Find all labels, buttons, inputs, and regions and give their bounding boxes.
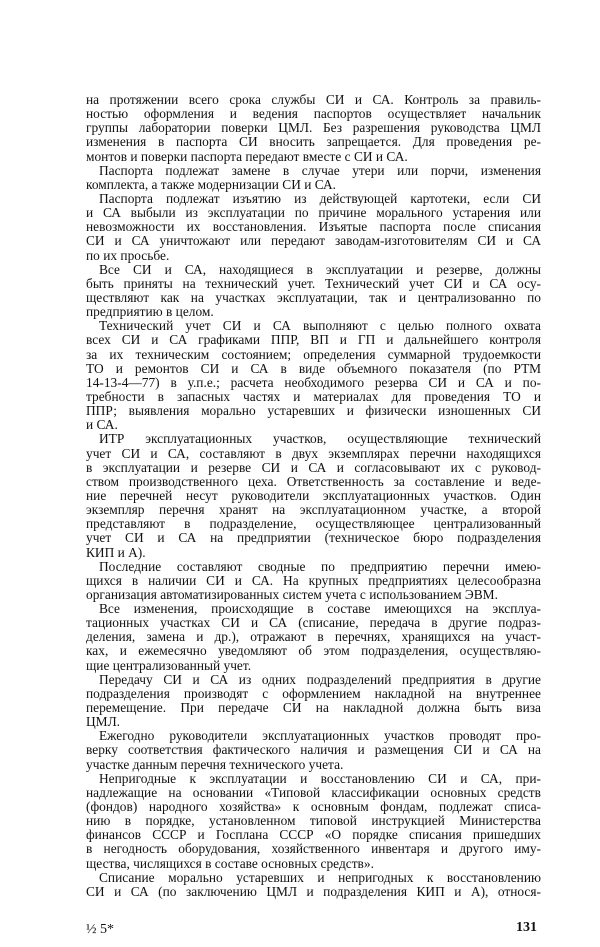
text-line: предприятию в целом. — [86, 304, 214, 320]
paragraph — [86, 93, 541, 164]
text-line: ТО и ремонтов СИ и СА в виде объемного показателя (по РТМ — [86, 360, 541, 376]
text-line: комплекта, а также модернизации СИ и СА. — [86, 176, 337, 192]
text-line: невозможности их восстановления. Изъятые паспорта после списания — [86, 219, 541, 235]
text-line: щие централизованный учет. — [86, 657, 252, 673]
text-line: тационных участках СИ и СА (списание, передача в другие подраз- — [86, 615, 541, 631]
text-line: и СА. — [86, 417, 118, 433]
text-line: Списание морально устаревших и непригодных к восстановлению — [99, 869, 541, 885]
text-line: учет СИ и СА, составляют в двух экземплярах перечни находящихся — [86, 445, 541, 461]
text-line: за их техническим состоянием; определения суммарной трудоемкости — [86, 346, 541, 362]
paragraph — [86, 319, 541, 432]
text-line: подразделения производят с оформлением накладной на внутреннее — [86, 685, 541, 701]
text-line: Ежегодно руководители эксплуатационных участков проводят про- — [99, 728, 541, 744]
text-line: перемещение. При передаче СИ на накладной должна быть виза — [86, 700, 541, 716]
text-line: (фондов) народного хозяйства» к основным фондам, подлежат списа- — [86, 799, 541, 815]
text-line: верку соответствия фактического наличия и размещения СИ и СА на — [86, 742, 541, 758]
text-line: Передачу СИ и СА из одних подразделений предприятия в другие — [99, 671, 541, 687]
text-line: Все изменения, происходящие в составе имеющихся на эксплуа- — [99, 601, 541, 617]
text-line: изменения в паспорта СИ вносить запрещается. Для проведения ре- — [86, 134, 541, 150]
text-line: Непригодные к эксплуатации и восстановлению СИ и СА, при- — [99, 770, 541, 786]
text-line: Паспорта подлежат изъятию из действующей картотеки, если СИ — [99, 190, 541, 206]
text-line: ИТР эксплуатационных участков, осуществляющие технический — [99, 431, 541, 447]
text-line: КИП и А). — [86, 544, 146, 560]
paragraph — [86, 772, 541, 871]
text-line: Технический учет СИ и СА выполняют с целью полного охвата — [99, 318, 541, 334]
text-line: ППР; выявления морально устаревших и физически изношенных СИ — [86, 403, 541, 419]
text-line: на протяжении всего срока службы СИ и СА. Контроль за правиль- — [86, 92, 541, 107]
text-line: Все СИ и СА, находящиеся в эксплуатации и резерве, должны — [99, 261, 541, 277]
text-line: группы лаборатории поверки ЦМЛ. Без разрешения руководства ЦМЛ — [86, 120, 541, 136]
text-line: СИ и СА уничтожают или передают заводам-изготовителям СИ и СА — [86, 233, 541, 249]
paragraph — [86, 602, 541, 673]
text-line: в негодность оборудования, хозяйственного инвентаря и другого иму- — [86, 841, 541, 857]
page-body-text — [86, 93, 541, 899]
text-line: учет СИ и СА на предприятии (техническое бюро подразделения — [86, 530, 541, 546]
page-number: 131 — [516, 920, 537, 935]
text-line: ЦМЛ. — [86, 714, 121, 730]
paragraph — [86, 164, 541, 192]
text-line: ностью оформления и ведения паспортов осуществляет начальник — [86, 106, 541, 122]
text-line: СИ и СА (по заключению ЦМЛ и подразделения КИП и А), относя- — [86, 883, 541, 899]
paragraph — [86, 192, 541, 263]
text-line: щихся в наличии СИ и СА. На крупных предприятиях целесообразна — [86, 572, 541, 588]
text-line: ством производственного цеха. Ответственность за составление и веде- — [86, 473, 541, 489]
text-line: нию в порядке, установленном типовой инструкцией Министерства — [86, 813, 541, 829]
text-line: организация автоматизированных систем учета с использованием ЭВМ. — [86, 586, 498, 602]
paragraph — [86, 560, 541, 602]
text-line: представляют в подразделение, осуществляющее централизованный — [86, 516, 541, 532]
text-line: быть приняты на технический учет. Технический учет СИ и СА осу- — [86, 275, 541, 291]
text-line: финансов СССР и Госплана СССР «О порядке списания пришедших — [86, 827, 541, 843]
text-line: 14-13-4—77) в у.п.е.; расчета необходимого резерва СИ и СА и по- — [86, 374, 541, 390]
text-line: ках, и ежемесячно уведомляют об этом подразделения, осуществляю- — [86, 643, 541, 659]
text-line: ществляют как на участках эксплуатации, так и централизованно по — [86, 289, 541, 305]
paragraph — [86, 729, 541, 771]
text-line: щества, числящихся в составе основных средств». — [86, 855, 374, 871]
text-line: по их просьбе. — [86, 247, 170, 263]
text-line: и СА выбыли из эксплуатации по причине морального устарения или — [86, 205, 541, 221]
paragraph — [86, 432, 541, 559]
paragraph — [86, 871, 541, 899]
text-line: требности в запасных частях и материалах для проведения ТО и — [86, 388, 541, 404]
text-line: монтов и поверки паспорта передают вместе с СИ и СА. — [86, 148, 408, 164]
text-line: участке данным перечня технического учета. — [86, 756, 344, 772]
text-line: в эксплуатации и резерве СИ и СА и согласовывают их с руковод- — [86, 459, 541, 475]
printer-signature-mark: ½ 5* — [86, 922, 114, 937]
text-line: надлежащие на основании «Типовой классификации основных средств — [86, 784, 541, 800]
text-line: ние перечней несут руководители эксплуатационных участков. Один — [86, 487, 541, 503]
text-line: всех СИ и СА графиками ППР, ВП и ГП и дальнейшего контроля — [86, 332, 541, 348]
text-line: Паспорта подлежат замене в случае утери или порчи, изменения — [99, 162, 541, 178]
text-line: экземпляр перечня хранят на эксплуатационном участке, а второй — [86, 502, 541, 518]
paragraph — [86, 263, 541, 320]
text-line: Последние составляют сводные по предприятию перечни имею- — [99, 558, 541, 574]
text-line: деления, замена и др.), отражают в перечнях, хранящихся на участ- — [86, 629, 541, 645]
paragraph — [86, 673, 541, 730]
